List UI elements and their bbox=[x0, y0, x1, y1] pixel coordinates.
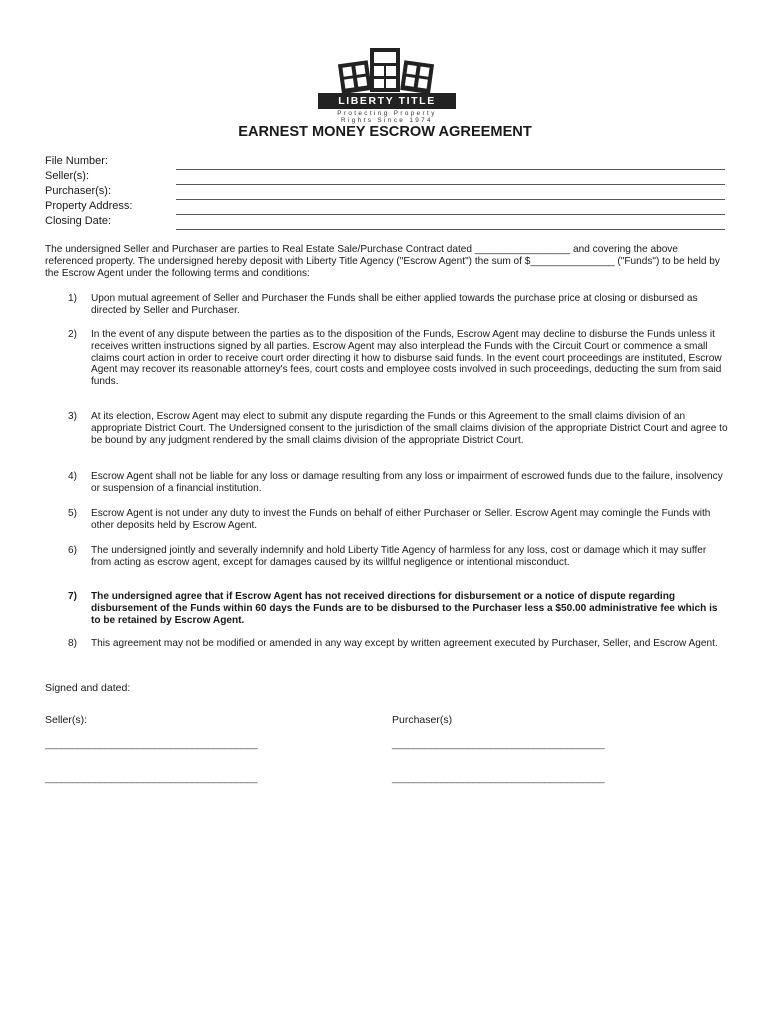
term-text: The undersigned agree that if Escrow Agent has not received directions for disbursement or a notice of dispute regarding disbursement of the Funds within 60 days the Funds are to be disbursed to the Purchaser less a $50.00 administrative fee which is to be retained by Escrow Agent. bbox=[91, 591, 718, 626]
term-text: Escrow Agent is not under any duty to invest the Funds on behalf of either Purchaser or Seller. Escrow Agent may comingle the Funds with other deposits held by Escrow Agent. bbox=[91, 508, 711, 531]
closing-date-line[interactable] bbox=[176, 229, 725, 230]
term-number: 1) bbox=[68, 293, 77, 304]
term-number: 5) bbox=[68, 508, 77, 519]
signed-and-dated-label: Signed and dated: bbox=[45, 682, 131, 694]
sellers-label: Seller(s): bbox=[45, 170, 90, 182]
seller-signature-line-1[interactable]: _______________________________________ bbox=[45, 738, 258, 750]
term-text: The undersigned jointly and severally indemnify and hold Liberty Title Agency of harmless for any loss, cost or damage which it may suffer from acting as escrow agent, except for damages caused by its willful negligence or intentional misconduct. bbox=[91, 545, 707, 568]
term-text: Upon mutual agreement of Seller and Purchaser the Funds shall be either applied towards the purchase price at closing or disbursed as directed by Seller and Purchaser. bbox=[91, 293, 698, 316]
purchaser-signature-line-1[interactable]: _______________________________________ bbox=[392, 738, 605, 750]
term-text: This agreement may not be modified or amended in any way except by written agreement executed by Purchaser, Seller, and Escrow Agent. bbox=[91, 638, 718, 649]
intro-paragraph: The undersigned Seller and Purchaser are parties to Real Estate Sale/Purchase Contract dated _________________ and covering the above referenced property. The undersigned hereby deposit with Liberty Title Agency ("Escrow Agent") the sum of $_______________ ("Funds") to be held by the Escrow Agent under the following terms and conditions: bbox=[45, 244, 720, 279]
term-number: 2) bbox=[68, 329, 77, 340]
logo-tagline-line-2: Rights Since 1974 bbox=[341, 117, 433, 124]
document-title: EARNEST MONEY ESCROW AGREEMENT bbox=[238, 124, 532, 140]
file-number-label: File Number: bbox=[45, 155, 108, 167]
term-text: In the event of any dispute between the parties as to the disposition of the Funds, Escrow Agent may decline to disburse the Funds unless it receives written instructions signed by all parties. Escrow Agent may also interplead the Funds with the Circuit Court or commence a small claims court action in order to receive court order directing it how to disburse said funds. In the event court proceedings are instituted, Escrow Agent may recover its reasonable attorney's fees, court costs and employee costs involved in such proceedings, deducting the sum from said funds. bbox=[91, 329, 722, 388]
purchasers-label: Purchaser(s): bbox=[45, 185, 112, 197]
term-number: 7) bbox=[68, 591, 77, 602]
property-address-label: Property Address: bbox=[45, 200, 133, 212]
term-number: 8) bbox=[68, 638, 77, 649]
purchasers-signature-label: Purchaser(s) bbox=[392, 714, 453, 726]
sellers-line[interactable] bbox=[176, 184, 725, 185]
purchaser-signature-line-2[interactable]: _______________________________________ bbox=[392, 772, 605, 784]
logo-wordmark: LIBERTY TITLE bbox=[318, 93, 456, 109]
property-address-line[interactable] bbox=[176, 214, 725, 215]
term-text: Escrow Agent shall not be liable for any loss or damage resulting from any loss or impairment of escrowed funds due to the failure, insolvency or suspension of a financial institution. bbox=[91, 471, 723, 494]
logo-tagline-line-1: Protecting Property bbox=[337, 110, 437, 117]
term-number: 4) bbox=[68, 471, 77, 482]
term-number: 6) bbox=[68, 545, 77, 556]
closing-date-label: Closing Date: bbox=[45, 215, 112, 227]
sellers-signature-label: Seller(s): bbox=[45, 714, 88, 726]
term-text: At its election, Escrow Agent may elect to submit any dispute regarding the Funds or this Agreement to the small claims division of an appropriate District Court. The Undersigned consent to the jurisdiction of the small claims division of the appropriate District Court and agree to be bound by any judgment rendered by the small claims division of the appropriate District Court. bbox=[91, 411, 728, 446]
file-number-line[interactable] bbox=[176, 169, 725, 170]
seller-signature-line-2[interactable]: _______________________________________ bbox=[45, 772, 258, 784]
term-number: 3) bbox=[68, 411, 77, 422]
purchasers-line[interactable] bbox=[176, 199, 725, 200]
